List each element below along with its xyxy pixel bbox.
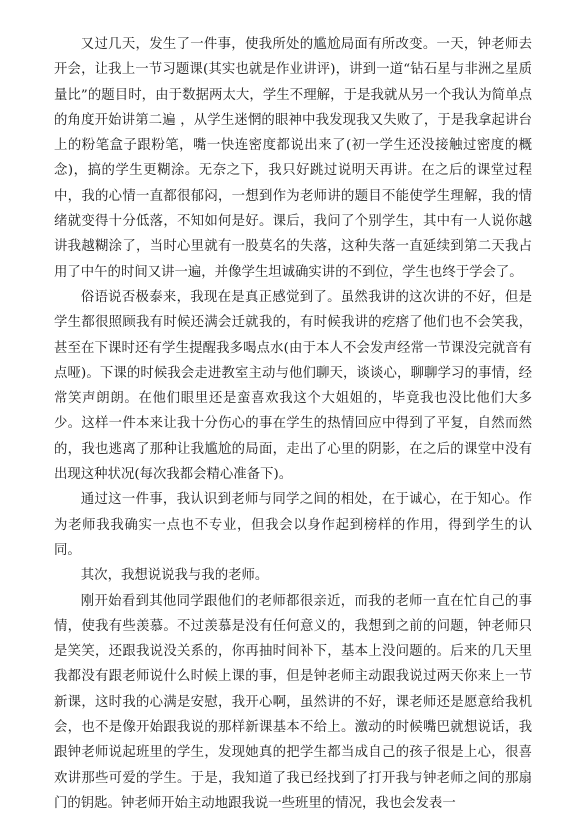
paragraph: 又过几天，发生了一件事，使我所处的尴尬局面有所改变。一天，钟老师去开会，让我上一节习题课(其实也就是作业讲评)，讲到一道“钻石星与非洲之星质量比”的题目时，由于数据两太大，学生不理解，于是我就从另一个我认为简单点的角度开始讲第二遍 ，从学生迷惘的眼神中我发现我又失败了，于是我拿起讲台上的粉笔盒子跟粉笔，嘴一快连密度都说出来了(初一学生还没接触过密度的概念)，搞的学生更糊涂。无奈之下，我只好跳过说明天再讲。在之后的课堂过程中，我的心情一直都很郁闷，一想到作为老师讲的题目不能使学生理解，我的情绪就变得十分低落，不知如何是好。课后，我问了个别学生，其中有一人说你越讲我越糊涂了，当时心里就有一股莫名的失落，这种失落一直延续到第二天我占用了中午的时间又讲一遍，并像学生坦诚确实讲的不到位，学生也终于学会了。 bbox=[54, 37, 532, 280]
document-page bbox=[54, 32, 532, 816]
paragraph: 俗语说否极泰来，我现在是真正感觉到了。虽然我讲的这次讲的不好，但是学生都很照顾我有时候还满会迁就我的，有时候我讲的疙瘩了他们也不会笑我，甚至在下课时还有学生提醒我多喝点水(由于本人不会发声经常一节课没完就音有点哑)。下课的时候我会走进教室主动与他们聊天，谈谈心，聊聊学习的事情，经常笑声朗朗。在他们眼里还是蛮喜欢我这个大姐姐的，毕竟我也没比他们大多少。这样一件本来让我十分伤心的事在学生的热情回应中得到了平复，自然而然的，我也逃离了那种让我尴尬的局面，走出了心里的阴影，在之后的课堂中没有出现这种状况(每次我都会精心准备下)。 bbox=[54, 289, 532, 483]
paragraph: 刚开始看到其他同学跟他们的老师都很亲近，而我的老师一直在忙自己的事情，使我有些羡慕。不过羡慕是没有任何意义的，我想到之前的问题，钟老师只是笑笑，还跟我说没关系的，你再抽时间补下，基本上没问题的。后来的几天里我都没有跟老师说什么时候上课的事，但是钟老师主动跟我说过两天你来上一节新课，这时我的心满是安慰，我开心啊，虽然讲的不好，课老师还是愿意给我机会，也不是像开始跟我说的那样新课基本不给上。激动的时候嘴巴就想说话，我跟钟老师说起班里的学生，发现她真的把学生都当成自己的孩子很是上心，很喜欢讲那些可爱的学生。于是，我知道了我已经找到了打开我与钟老师之间的那扇门的钥匙。钟老师开始主动地跟我说一些班里的情况，我也会发表一 bbox=[54, 593, 532, 811]
paragraph: 通过这一件事，我认识到老师与同学之间的相处，在于诚心，在于知心。作为老师我我确实一点也不专业，但我会以身作起到榜样的作用，得到学生的认同。 bbox=[54, 492, 532, 558]
paragraph: 其次，我想说说我与我的老师。 bbox=[80, 568, 269, 584]
